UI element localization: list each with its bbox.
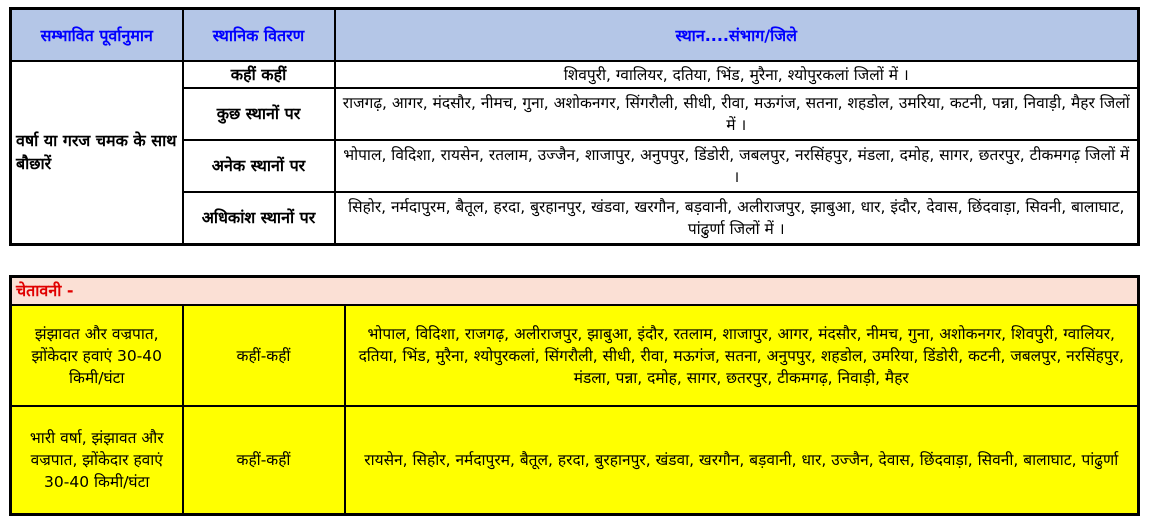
warning-event: भारी वर्षा, झंझावत और वज्रपात, झोंकेदार हवाएं 30-40 किमी/घंटा <box>11 406 183 514</box>
warning-distribution: कहीं-कहीं <box>183 305 345 406</box>
warning-places: रायसेन, सिहोर, नर्मदापुरम, बैतूल, हरदा, बुरहानपुर, खंडवा, खरगौन, बड़वानी, धार, उज्जैन, देवास, छिंदवाड़ा, सिवनी, बालाघाट, पांढुर्णा <box>345 406 1139 514</box>
forecast-header-row <box>11 9 1139 62</box>
warning-table <box>9 275 1140 516</box>
header-distribution: स्थानिक वितरण <box>183 9 335 62</box>
forecast-table <box>9 7 1140 246</box>
forecast-distribution: अनेक स्थानों पर <box>183 140 335 192</box>
warning-event: झंझावत और वज्रपात, झोंकेदार हवाएं 30-40 किमी/घंटा <box>11 305 183 406</box>
forecast-places: राजगढ़, आगर, मंदसौर, नीमच, गुना, अशोकनगर, सिंगरौली, सीधी, रीवा, मऊगंज, सतना, शहडोल, उमरिया, कटनी, पन्ना, निवाड़ी, मैहर जिलों में । <box>335 88 1139 140</box>
forecast-places: सिहोर, नर्मदापुरम, बैतूल, हरदा, बुरहानपुर, खंडवा, खरगौन, बड़वानी, अलीराजपुर, झाबुआ, धार, इंदौर, देवास, छिंदवाड़ा, सिवनी, बालाघाट, पांढुर्णा जिलों में । <box>335 192 1139 244</box>
warning-row <box>11 406 1139 514</box>
warning-distribution: कहीं-कहीं <box>183 406 345 514</box>
warning-places: भोपाल, विदिशा, राजगढ़, अलीराजपुर, झाबुआ, इंदौर, रतलाम, शाजापुर, आगर, मंदसौर, नीमच, गुना, अशोकनगर, शिवपुरी, ग्वालियर, दतिया, भिंड, मुरैना, श्योपुरकलां, सिंगरौली, सीधी, रीवा, मऊगंज, सतना, अनुपपुर, शहडोल, उमरिया, डिंडोरी, कटनी, जबलपुर, नरसिंहपुर, मंडला, पन्ना, दमोह, सागर, छतरपुर, टीकमगढ़, निवाड़ी, मैहर <box>345 305 1139 406</box>
warning-row <box>11 305 1139 406</box>
forecast-distribution: कुछ स्थानों पर <box>183 88 335 140</box>
warning-header-row <box>11 277 1139 306</box>
header-probable: सम्भावित पूर्वानुमान <box>11 9 183 62</box>
header-places: स्थान....संभाग/जिले <box>335 9 1139 62</box>
forecast-row <box>11 61 1139 88</box>
forecast-distribution: कहीं कहीं <box>183 61 335 88</box>
warning-title: चेतावनी - <box>11 277 1139 306</box>
forecast-event: वर्षा या गरज चमक के साथ बौछारें <box>11 61 183 244</box>
forecast-distribution: अधिकांश स्थानों पर <box>183 192 335 244</box>
forecast-places: शिवपुरी, ग्वालियर, दतिया, भिंड, मुरैना, श्योपुरकलां जिलों में । <box>335 61 1139 88</box>
forecast-places: भोपाल, विदिशा, रायसेन, रतलाम, उज्जैन, शाजापुर, अनुपपुर, डिंडोरी, जबलपुर, नरसिंहपुर, मंडला, दमोह, सागर, छतरपुर, टीकमगढ़ जिलों में । <box>335 140 1139 192</box>
